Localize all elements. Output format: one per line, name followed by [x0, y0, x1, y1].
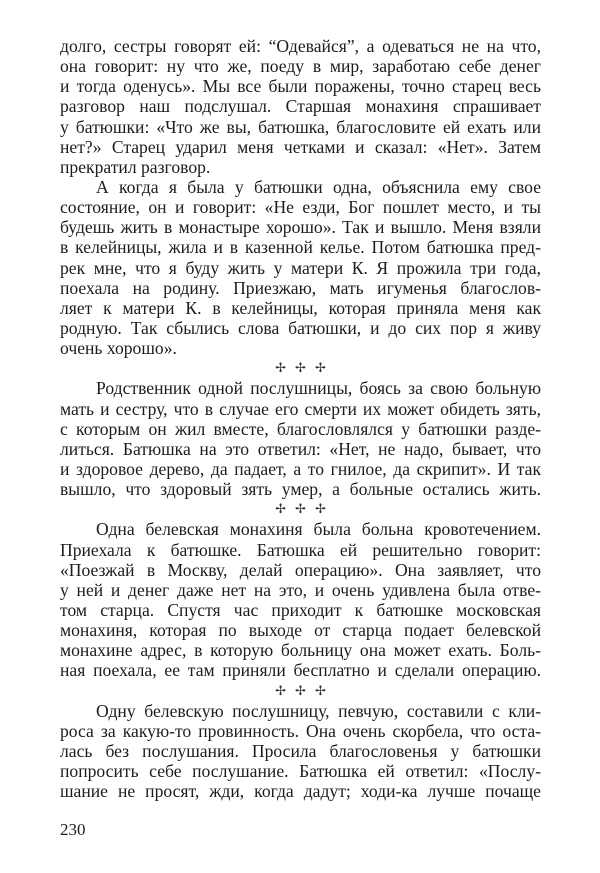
section-separator-ornament-icon: ✢✢✢: [275, 360, 335, 376]
text-line: с которым он жил вместе, благословлялся у батюшки разде-: [60, 418, 541, 439]
text-line: будешь жить в монастыре хорошо». Так и вышло. Меня взяли: [60, 217, 541, 238]
text-line: ляет к матери К. в келейницы, которая приняла меня как: [60, 297, 541, 318]
text-line: прекратил разговор.: [60, 156, 211, 177]
text-line: литься. Батюшка на это ответил: «Нет, не надо, бывает, что: [60, 438, 541, 459]
text-line: разговор наш подслушал. Старшая монахиня спрашивает: [60, 96, 541, 117]
text-line: долго, сестры говорят ей: “Одевайся”, а одеваться не на что,: [60, 36, 541, 56]
text-line: попросить себе послушание. Батюшка ей ответил: «Послу-: [60, 761, 541, 782]
text-line: вышло, что здоровый зять умер, а больные остались жить.: [60, 479, 541, 500]
text-line: у ней и денег даже нет на это, и очень удивлена была отве-: [60, 579, 541, 600]
text-line: мать и сестру, что в случае его смерти их может обидеть зять,: [60, 398, 541, 419]
text-line: состояние, он и говорит: «Не езди, Бог пошлет место, и ты: [60, 197, 541, 218]
text-line: она говорит: ну что же, поеду в мир, заработаю себе денег: [60, 56, 541, 77]
text-line: у батюшки: «Что же вы, батюшка, благословите ей ехать или: [60, 116, 541, 137]
text-line: очень хорошо».: [60, 338, 177, 359]
text-line: нет?» Старец ударил меня четками и сказал: «Нет». Затем: [60, 136, 541, 157]
paragraph-1-continued: [60, 36, 541, 177]
text-line: рек мне, что я буду жить у матери К. Я прожила три года,: [60, 257, 541, 278]
text-line: и здоровое дерево, да падает, а то гнилое, да скрипит». И так: [60, 458, 541, 479]
text-line: роса за какую-то провинность. Она очень скорбела, что оста-: [60, 720, 541, 741]
text-line: том старца. Спустя час приходит к батюшке московская: [60, 599, 541, 620]
text-line: родную. Так сбылись слова батюшки, и до сих пор я живу: [60, 317, 541, 338]
book-page-text: [60, 36, 541, 801]
text-line: шание не просят, жди, когда дадут; ходи-ка лучше почаще: [60, 781, 541, 802]
text-line: «Поезжай в Москву, делай операцию». Она заявляет, что: [60, 559, 541, 580]
text-line: Одна белевская монахиня была больна кровотечением.: [96, 519, 541, 540]
text-line: Одну белевскую послушницу, певчую, составили с кли-: [96, 700, 541, 721]
text-line: монахиня, которая по выходе от старца подает белевской: [60, 620, 541, 641]
paragraph-3: [60, 378, 541, 499]
paragraph-5: [60, 701, 541, 802]
section-separator-ornament-icon: ✢✢✢: [275, 682, 335, 698]
text-line: лась без послушания. Просила благословенья у батюшки: [60, 740, 541, 761]
text-line: А когда я была у батюшки одна, объяснила ему свое: [96, 176, 541, 197]
text-line: Приехала к батюшке. Батюшка ей решительно говорит:: [60, 539, 541, 560]
page-number: 230: [60, 820, 86, 839]
text-line: и тогда оденусь». Мы все были поражены, точно старец весь: [60, 76, 541, 97]
paragraph-2: [60, 177, 541, 358]
text-line: монахине адрес, в которую больницу она может ехать. Боль-: [60, 640, 541, 661]
text-line: ная поехала, ее там приняли бесплатно и сделали операцию.: [60, 660, 541, 681]
paragraph-4: [60, 519, 541, 680]
text-line: поехала на родину. Приезжаю, мать игуменья благослов-: [60, 277, 541, 298]
text-line: в келейницы, жила и в казенной келье. Потом батюшка пред-: [60, 237, 541, 258]
section-separator-ornament-icon: ✢✢✢: [275, 501, 335, 517]
text-line: Родственник одной послушницы, боясь за свою больную: [96, 378, 541, 399]
